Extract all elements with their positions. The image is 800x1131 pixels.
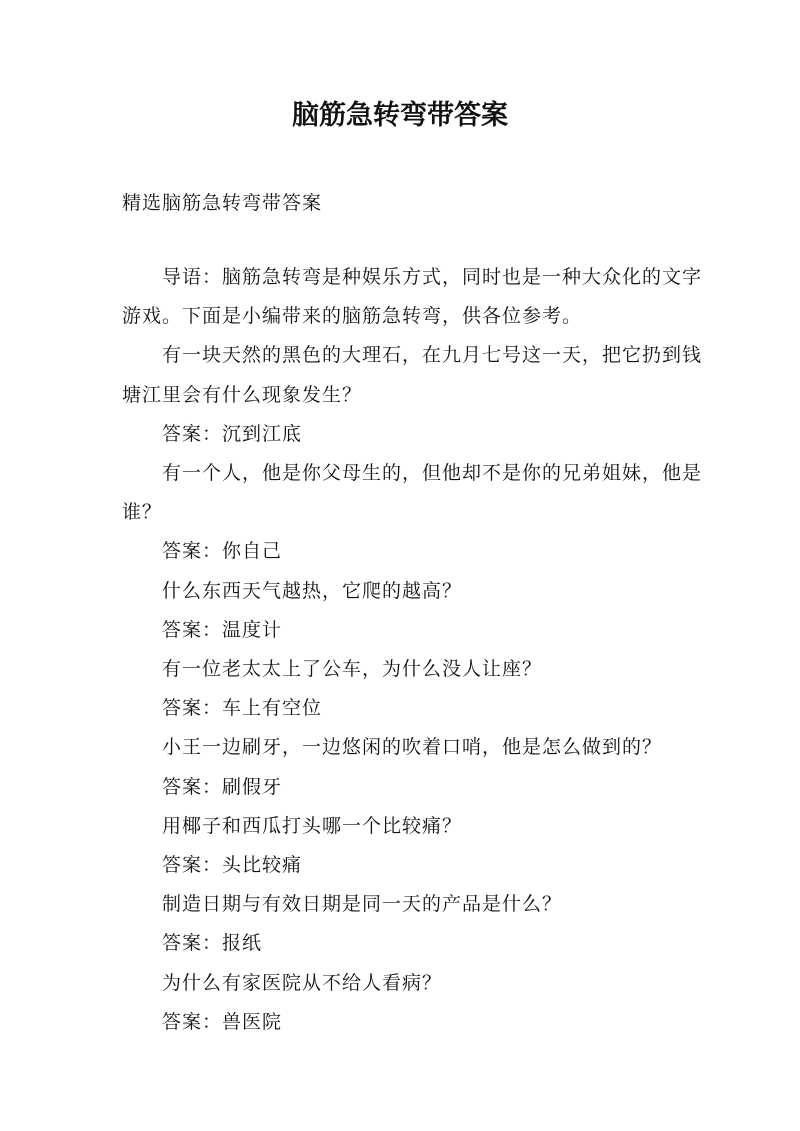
answer-paragraph: 答案：报纸 xyxy=(162,932,263,955)
answer-paragraph: 答案：刷假牙 xyxy=(162,775,283,798)
answer-paragraph: 答案：温度计 xyxy=(162,618,283,641)
document-subtitle: 精选脑筋急转弯带答案 xyxy=(122,192,323,214)
document-title: 脑筋急转弯带答案 xyxy=(292,100,508,131)
intro-paragraph: 导语：脑筋急转弯是种娱乐方式，同时也是一种大众化的文字游戏。下面是小编带来的脑筋急转弯，供各位参考。 xyxy=(122,266,703,328)
question-paragraph: 有一个人，他是你父母生的，但他却不是你的兄弟姐妹，他是谁？ xyxy=(122,462,703,524)
question-paragraph: 小王一边刷牙，一边悠闲的吹着口哨，他是怎么做到的？ xyxy=(162,736,663,759)
question-paragraph: 用椰子和西瓜打头哪一个比较痛？ xyxy=(162,814,463,837)
question-paragraph: 为什么有家医院从不给人看病？ xyxy=(162,971,443,994)
answer-paragraph: 答案：你自己 xyxy=(162,540,283,563)
answer-paragraph: 答案：头比较痛 xyxy=(162,854,303,877)
question-paragraph: 有一位老太太上了公车，为什么没人让座？ xyxy=(162,658,543,681)
answer-paragraph: 答案：沉到江底 xyxy=(162,422,303,445)
answer-paragraph: 答案：兽医院 xyxy=(162,1010,283,1033)
question-paragraph: 有一块天然的黑色的大理石，在九月七号这一天，把它扔到钱塘江里会有什么现象发生？ xyxy=(122,344,703,406)
document-body xyxy=(122,258,702,1042)
answer-paragraph: 答案：车上有空位 xyxy=(162,697,323,720)
question-paragraph: 什么东西天气越热，它爬的越高？ xyxy=(162,579,463,602)
question-paragraph: 制造日期与有效日期是同一天的产品是什么？ xyxy=(162,893,563,916)
